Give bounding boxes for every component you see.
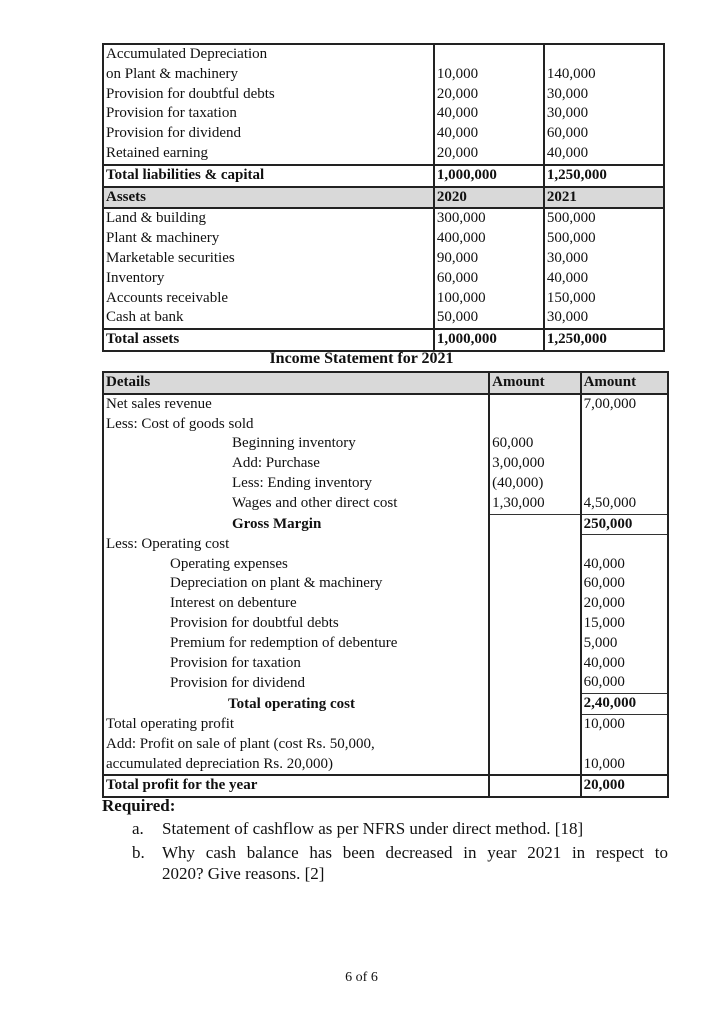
question-text: Statement of cashflow as per NFRS under direct method. [18] [162, 819, 584, 838]
table-row [103, 124, 664, 144]
amount-1: (40,000) [489, 474, 580, 494]
row-label: Plant & machinery [103, 229, 434, 249]
table-row [103, 44, 664, 65]
value-2020: 1,000,000 [434, 329, 544, 351]
amount-2: 15,000 [581, 614, 668, 634]
value-2021: 40,000 [544, 269, 664, 289]
value-2020: 60,000 [434, 269, 544, 289]
row-label: on Plant & machinery [103, 65, 434, 85]
value-2020: 1,000,000 [434, 165, 544, 187]
column-header: 2021 [544, 187, 664, 209]
value-2021: 30,000 [544, 308, 664, 329]
row-label: Accumulated Depreciation [103, 44, 434, 65]
amount-1 [489, 394, 580, 415]
amount-2 [581, 535, 668, 555]
row-label: Beginning inventory [103, 434, 489, 454]
value-2020: 20,000 [434, 144, 544, 165]
value-2020: 100,000 [434, 289, 544, 309]
row-label: Net sales revenue [103, 394, 489, 415]
row-label: Total operating cost [103, 694, 489, 715]
total-operating-cost-row [103, 694, 668, 715]
amount-2 [581, 434, 668, 454]
table-row [103, 634, 668, 654]
table-row [103, 394, 668, 415]
table-row [103, 474, 668, 494]
header-row [103, 372, 668, 394]
value-2020: 10,000 [434, 65, 544, 85]
table-row [103, 415, 668, 435]
value-2021: 30,000 [544, 85, 664, 105]
amount-2: 20,000 [581, 775, 668, 797]
row-label: Total assets [103, 329, 434, 351]
row-label: Less: Ending inventory [103, 474, 489, 494]
section-label: Less: Operating cost [103, 535, 489, 555]
value-2020: 40,000 [434, 104, 544, 124]
amount-1 [489, 673, 580, 693]
row-label: Interest on debenture [103, 594, 489, 614]
question-a [132, 818, 672, 840]
page-number: 6 of 6 [345, 970, 378, 985]
value-2020: 400,000 [434, 229, 544, 249]
value-2020: 20,000 [434, 85, 544, 105]
row-label: Provision for dividend [103, 124, 434, 144]
amount-1 [489, 654, 580, 674]
total-assets-row [103, 329, 664, 351]
row-label: Provision for doubtful debts [103, 85, 434, 105]
income-statement-title: Income Statement for 2021 [269, 350, 454, 367]
row-label: Marketable securities [103, 249, 434, 269]
table-row [103, 535, 668, 555]
table-row [103, 434, 668, 454]
row-label: Provision for taxation [103, 104, 434, 124]
total-profit-row [103, 775, 668, 797]
row-label: Cash at bank [103, 308, 434, 329]
table-row [103, 673, 668, 693]
amount-2 [581, 415, 668, 435]
table-row [103, 85, 664, 105]
value-2021: 30,000 [544, 249, 664, 269]
assets-header-row [103, 187, 664, 209]
table-row [103, 614, 668, 634]
column-header: Details [103, 372, 489, 394]
amount-2: 10,000 [581, 735, 668, 776]
gross-margin-row [103, 514, 668, 535]
table-row [103, 654, 668, 674]
table-row [103, 208, 664, 229]
row-label: Inventory [103, 269, 434, 289]
question-text: Why cash balance has been decreased in year 2021 in respect to [162, 843, 668, 862]
amount-1: 60,000 [489, 434, 580, 454]
amount-1: 1,30,000 [489, 494, 580, 514]
value-2020: 90,000 [434, 249, 544, 269]
column-header: 2020 [434, 187, 544, 209]
value-2021: 500,000 [544, 208, 664, 229]
amount-2: 60,000 [581, 673, 668, 693]
table-row [103, 574, 668, 594]
amount-1 [489, 694, 580, 715]
total-liabilities-row [103, 165, 664, 187]
table-row [103, 715, 668, 735]
amount-2: 5,000 [581, 634, 668, 654]
value-2021: 1,250,000 [544, 165, 664, 187]
amount-1 [489, 514, 580, 535]
value-2020: 50,000 [434, 308, 544, 329]
profit-sale-line-1: Add: Profit on sale of plant (cost Rs. 50,000, [106, 735, 375, 752]
row-label: Total profit for the year [103, 775, 489, 797]
table-row [103, 144, 664, 165]
column-header: Amount [489, 372, 580, 394]
required-heading: Required: [102, 796, 176, 815]
amount-1 [489, 715, 580, 735]
row-label: Add: Purchase [103, 454, 489, 474]
amount-1 [489, 614, 580, 634]
amount-2: 60,000 [581, 574, 668, 594]
amount-2 [581, 474, 668, 494]
value-2021 [544, 44, 664, 65]
table-row [103, 735, 668, 776]
row-label [103, 735, 489, 776]
amount-2: 20,000 [581, 594, 668, 614]
table-row [103, 454, 668, 474]
row-label: Retained earning [103, 144, 434, 165]
row-label: Land & building [103, 208, 434, 229]
row-label: Total operating profit [103, 715, 489, 735]
amount-1 [489, 594, 580, 614]
amount-2: 7,00,000 [581, 394, 668, 415]
row-label: Provision for dividend [103, 673, 489, 693]
table-row [103, 269, 664, 289]
amount-2: 2,40,000 [581, 694, 668, 715]
amount-2: 250,000 [581, 514, 668, 535]
value-2021: 150,000 [544, 289, 664, 309]
row-label: Premium for redemption of debenture [103, 634, 489, 654]
value-2021: 60,000 [544, 124, 664, 144]
value-2021: 40,000 [544, 144, 664, 165]
amount-2: 40,000 [581, 555, 668, 575]
row-label: Provision for taxation [103, 654, 489, 674]
amount-1 [489, 535, 580, 555]
question-label: b. [132, 843, 145, 862]
table-row [103, 249, 664, 269]
balance-sheet-table [102, 43, 665, 352]
value-2020: 300,000 [434, 208, 544, 229]
row-label: Operating expenses [103, 555, 489, 575]
question-b-continued: 2020? Give reasons. [2] [162, 864, 325, 883]
amount-2: 40,000 [581, 654, 668, 674]
amount-1 [489, 574, 580, 594]
question-label: a. [132, 819, 144, 838]
value-2021: 140,000 [544, 65, 664, 85]
amount-2: 10,000 [581, 715, 668, 735]
amount-1 [489, 415, 580, 435]
amount-1 [489, 555, 580, 575]
row-label: Gross Margin [103, 514, 489, 535]
amount-1: 3,00,000 [489, 454, 580, 474]
amount-1 [489, 735, 580, 776]
row-label: Provision for doubtful debts [103, 614, 489, 634]
row-label: Total liabilities & capital [103, 165, 434, 187]
table-row [103, 308, 664, 329]
table-row [103, 555, 668, 575]
column-header: Assets [103, 187, 434, 209]
amount-2: 4,50,000 [581, 494, 668, 514]
amount-1 [489, 634, 580, 654]
table-row [103, 104, 664, 124]
income-statement-table [102, 371, 669, 798]
value-2021: 1,250,000 [544, 329, 664, 351]
section-label: Less: Cost of goods sold [103, 415, 489, 435]
table-row [103, 65, 664, 85]
row-label: Wages and other direct cost [103, 494, 489, 514]
row-label: Accounts receivable [103, 289, 434, 309]
value-2020: 40,000 [434, 124, 544, 144]
column-header: Amount [581, 372, 668, 394]
table-row [103, 494, 668, 514]
table-row [103, 229, 664, 249]
profit-sale-line-2: accumulated depreciation Rs. 20,000) [106, 755, 334, 772]
amount-1 [489, 775, 580, 797]
value-2021: 30,000 [544, 104, 664, 124]
table-row [103, 289, 664, 309]
row-label: Depreciation on plant & machinery [103, 574, 489, 594]
question-b [132, 842, 672, 864]
table-row [103, 594, 668, 614]
value-2020 [434, 44, 544, 65]
value-2021: 500,000 [544, 229, 664, 249]
amount-2 [581, 454, 668, 474]
